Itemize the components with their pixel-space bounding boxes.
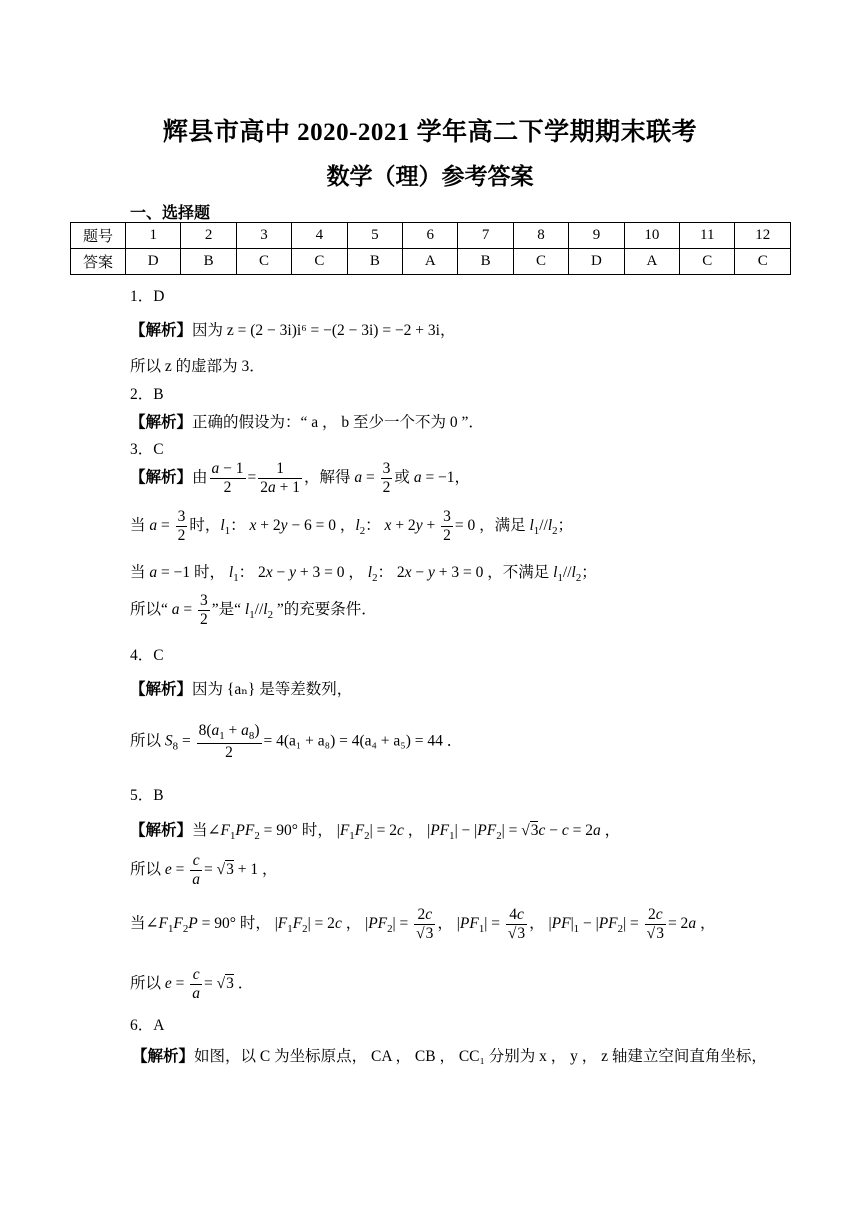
question-number: 1: [126, 223, 181, 249]
q1-line-1: 因为 z = (2 − 3i)i⁶ = −(2 − 3i) = −2 + 3i，: [192, 322, 456, 339]
q1-solution: [130, 318, 455, 340]
q5-line-1: 【解析】当$\angle F_1PF_2 = 90^\circ$ 时， $|F_1F_2| = 2c$ ， $|PF_1| - |PF_2| = √3c - c = 2a$ ，: [130, 822, 621, 843]
answer-cell: C: [236, 249, 291, 275]
answer-cell: C: [292, 249, 347, 275]
q3-line-2: 当 a = $\frac{3}{2}$ 时，$l_1$： x + 2y − 6 = 0 ，$l_2$： x + 2y + $\frac{3}{2}$ = 0 ，满足 $l_1//l_2$；: [130, 508, 574, 544]
q4-line-1: 因为 {aₙ} 是等差数列，: [192, 681, 353, 698]
analysis-tag: 【解析】: [130, 681, 193, 698]
question-number: 6: [403, 223, 458, 249]
q5-line-2: 所以 e = $\frac{c}{a}$ = √3 + 1 ，: [130, 852, 278, 888]
q2-line-1: 正确的假设为：“ a ， b 至少一个不为 0 ”．: [192, 414, 484, 431]
q3-line-3: 当 a = −1 时， $l_1$： 2x − y + 3 = 0 ， $l_2$： 2x − y + 3 = 0 ，不满足 $l_1//l_2$；: [130, 564, 597, 585]
q6-solution: [132, 1044, 767, 1066]
answer-cell: A: [624, 249, 679, 275]
q2-solution: [130, 410, 484, 432]
question-number: 5: [347, 223, 402, 249]
answer-cell: B: [347, 249, 402, 275]
answer-cell: D: [569, 249, 624, 275]
q3-line-1: 【解析】由 $\frac{a - 1}{2}$ = $\frac{1}{2a + 1}$ ，解得 a = $\frac{3}{2}$ 或 a = −1，: [130, 460, 471, 496]
q3-heading: 3．C: [130, 441, 164, 458]
question-number: 10: [624, 223, 679, 249]
q3-line-4: 所以“ a = $\frac{3}{2}$ ”是“ $l_1//l_2$ ”的充要条件．: [130, 592, 377, 628]
question-number: 11: [680, 223, 735, 249]
question-number-row: [71, 223, 791, 249]
answer-table: [70, 222, 791, 275]
question-number: 4: [292, 223, 347, 249]
q1-heading: 1．D: [130, 288, 165, 305]
document-title: 辉县市高中 2020-2021 学年高二下学期期末联考: [162, 119, 698, 146]
analysis-tag: 【解析】: [130, 468, 193, 486]
question-number: 7: [458, 223, 513, 249]
analysis-tag: 【解析】: [130, 414, 193, 431]
q4-heading: 4．C: [130, 647, 164, 664]
answer-cell: B: [181, 249, 236, 275]
row-header: 答案: [71, 249, 126, 275]
q5-heading: 5．B: [130, 787, 164, 804]
analysis-tag: 【解析】: [130, 822, 193, 839]
document-subtitle: 数学（理）参考答案: [326, 164, 534, 189]
q2-heading: 2．B: [130, 386, 164, 403]
row-header: 题号: [71, 223, 126, 249]
answer-cell: B: [458, 249, 513, 275]
q6-line-1: 如图，以 C 为坐标原点， CA ， CB ， CC₁ 分别为 x ， y ， z 轴建立空间直角坐标，: [194, 1048, 767, 1065]
section-heading: 一、选择题: [130, 205, 211, 222]
analysis-tag: 【解析】: [130, 322, 193, 339]
q5-line-3: 当$\angle F_1F_2P = 90^\circ$ 时， $|F_1F_2| = 2c$ ， $|PF_2|$ = $\frac{2c}{√3}$ ， $|PF_1|$ = $\frac{4c}{√3}$ ， $|PF|_1 - |PF_2|$ = $\frac{2c}{√3}$ = 2a ，: [130, 906, 716, 942]
answer-cell: A: [403, 249, 458, 275]
q4-line-2: 所以 $S_8$ = $\frac{8(a_1 + a_8)}{2}$ = 4(a₁ + a₈) = 4(a₄ + a₅) = 44 ．: [130, 722, 463, 761]
q4-line-2-tail: = 4(a₁ + a₈) = 4(a₄ + a₅) = 44 ．: [263, 732, 463, 750]
answer-row: [71, 249, 791, 275]
q1-line-2: 所以 z 的虚部为 3．: [130, 358, 265, 375]
q4-solution: [130, 677, 352, 699]
answer-cell: D: [126, 249, 181, 275]
question-number: 2: [181, 223, 236, 249]
answer-cell: C: [513, 249, 568, 275]
analysis-tag: 【解析】: [132, 1048, 195, 1065]
q5-line-4: 所以 e = $\frac{c}{a}$ = √3 ．: [130, 966, 254, 1002]
question-number: 9: [569, 223, 624, 249]
question-number: 12: [735, 223, 791, 249]
q6-heading: 6．A: [130, 1017, 165, 1034]
question-number: 3: [236, 223, 291, 249]
answer-cell: C: [735, 249, 791, 275]
question-number: 8: [513, 223, 568, 249]
answer-cell: C: [680, 249, 735, 275]
